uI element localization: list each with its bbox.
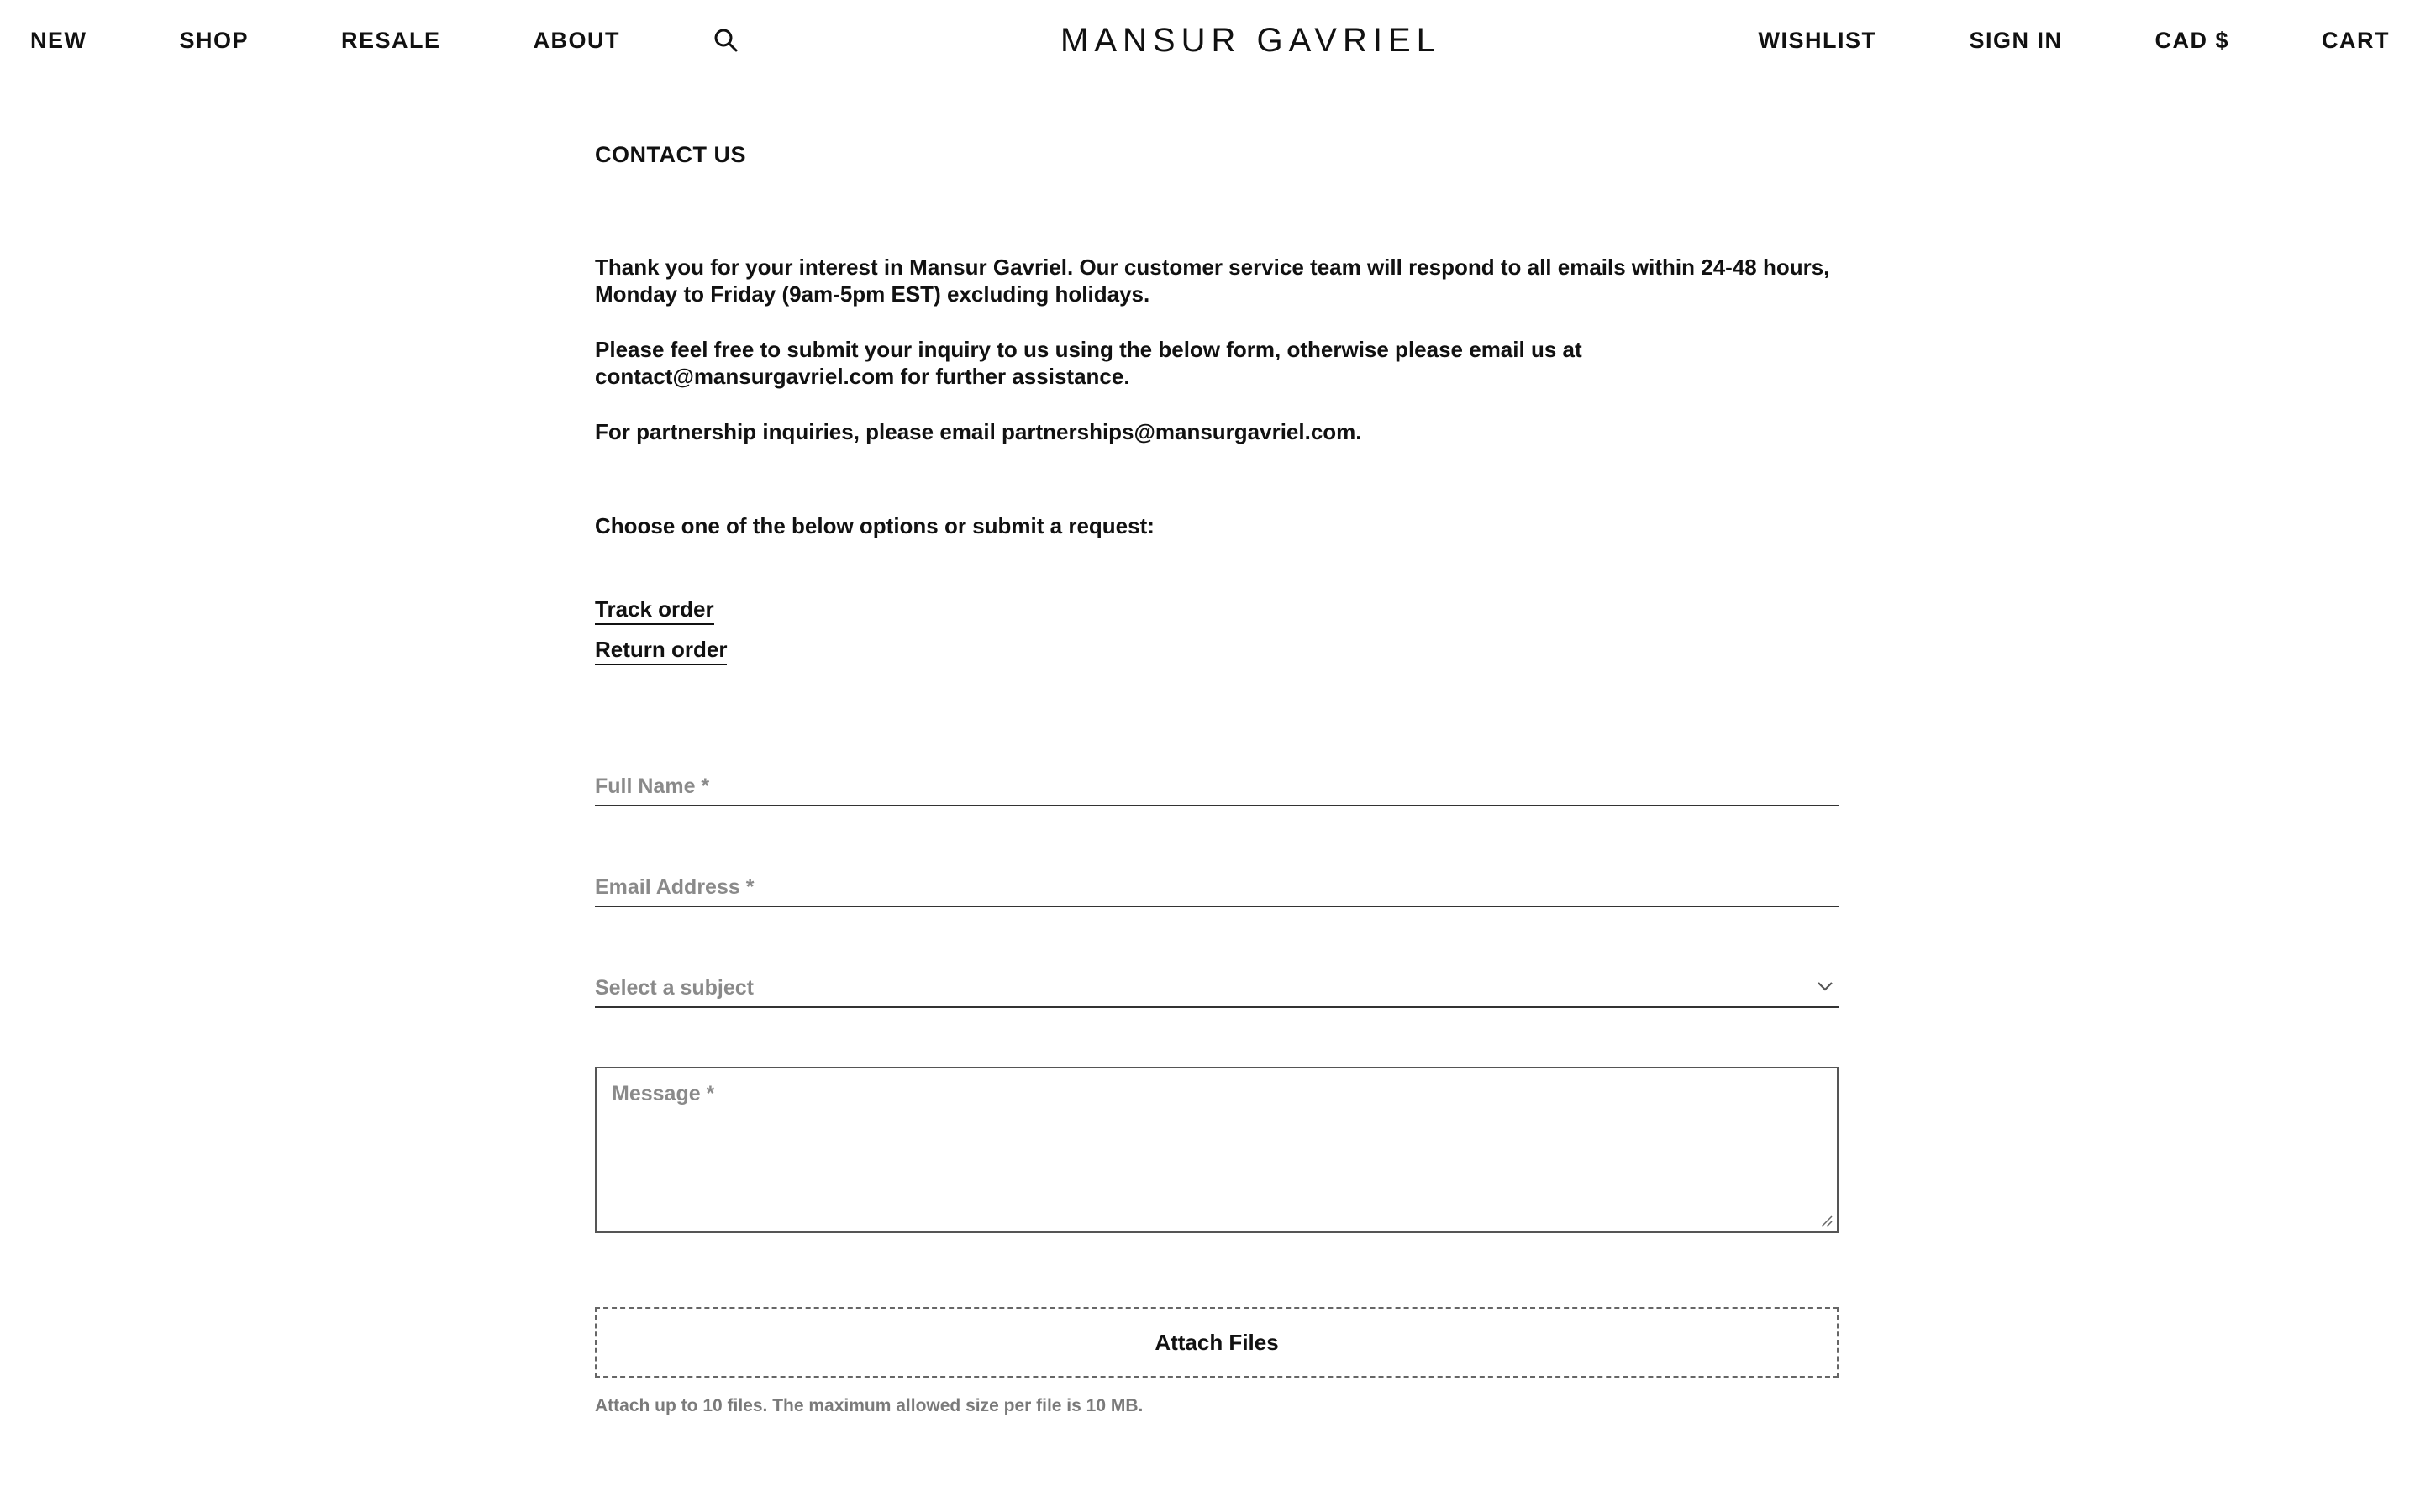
message-textarea[interactable]	[597, 1068, 1837, 1231]
email-input[interactable]	[595, 869, 1839, 906]
contact-content	[595, 134, 1839, 1416]
partnership-paragraph: For partnership inquiries, please email partnerships@mansurgavriel.com.	[595, 419, 1362, 444]
message-field-wrapper	[595, 1067, 1839, 1233]
resize-handle-icon[interactable]	[1818, 1213, 1833, 1228]
attach-files-note: Attach up to 10 files. The maximum allowed size per file is 10 MB.	[595, 1396, 1144, 1415]
nav-shop[interactable]: SHOP	[179, 27, 250, 53]
options-prompt: Choose one of the below options or submit a request:	[595, 513, 1155, 538]
page-title: CONTACT US	[595, 142, 746, 167]
subject-select[interactable]: Select a subject	[595, 976, 754, 1000]
site-header	[0, 0, 2420, 81]
email-field-wrapper	[595, 865, 1839, 907]
account-nav	[1665, 0, 2390, 81]
track-order-link[interactable]: Track order	[595, 595, 714, 625]
subject-field-wrapper	[595, 966, 1839, 1008]
intro-paragraph: Thank you for your interest in Mansur Gavriel. Our customer service team will respond to all emails within 24-48 hours, Monday to Friday (9am-5pm EST) excluding holidays.	[595, 255, 1830, 307]
return-order-link[interactable]: Return order	[595, 635, 727, 665]
nav-about[interactable]: ABOUT	[533, 27, 621, 53]
full-name-input[interactable]	[595, 768, 1839, 805]
nav-sign-in[interactable]: SIGN IN	[1969, 27, 2063, 53]
nav-new[interactable]: NEW	[30, 27, 87, 53]
full-name-field-wrapper	[595, 764, 1839, 806]
nav-wishlist[interactable]: WISHLIST	[1758, 27, 1877, 53]
brand-logo[interactable]: MANSUR GAVRIEL	[1060, 21, 1441, 59]
nav-resale[interactable]: RESALE	[341, 27, 441, 53]
email-paragraph: Please feel free to submit your inquiry to us using the below form, otherwise please email us at contact@mansurgavriel.com for further assistance.	[595, 337, 1582, 389]
search-icon[interactable]	[713, 27, 739, 54]
nav-cart[interactable]: CART	[2322, 27, 2390, 53]
order-links	[595, 595, 1839, 675]
currency-selector[interactable]: CAD $	[2154, 27, 2229, 53]
contact-form	[595, 764, 1839, 1416]
attach-files-button[interactable]: Attach Files	[595, 1307, 1839, 1378]
primary-nav	[30, 0, 739, 81]
